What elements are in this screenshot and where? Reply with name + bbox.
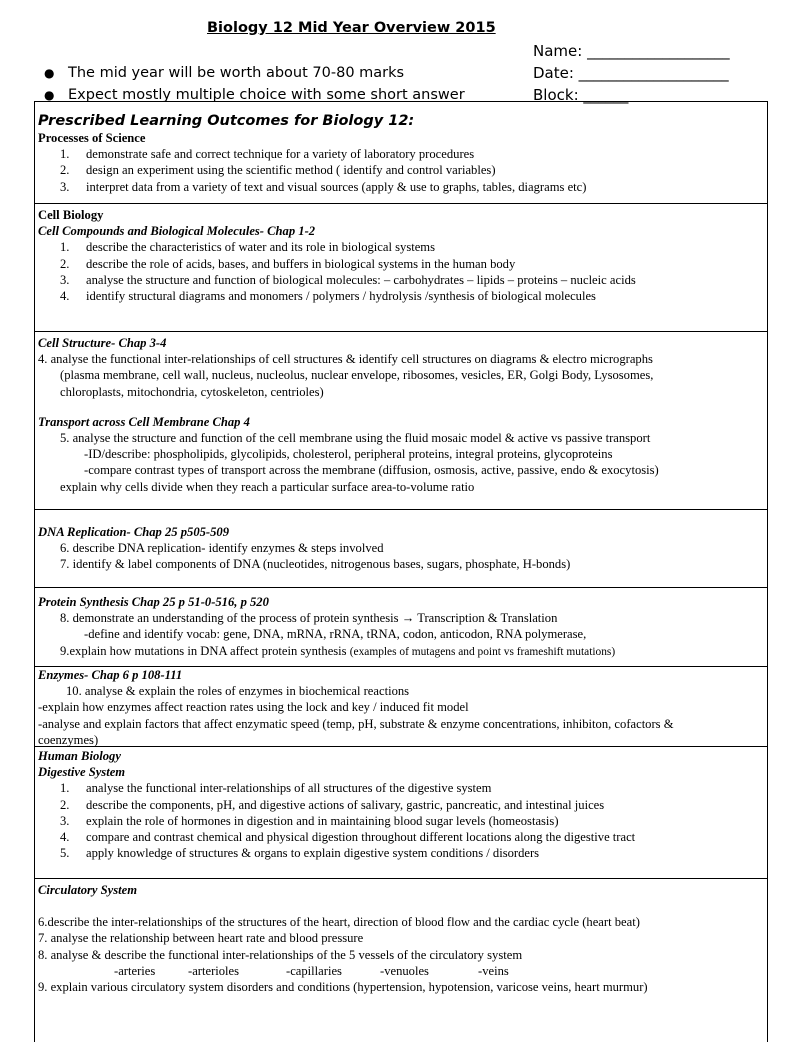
protein-section: [35, 588, 767, 667]
list-item: 2. describe the components, pH, and digestive actions of salivary, gastric, pancreatic, and intestinal juices: [60, 797, 605, 812]
outcome-line: coenzymes): [38, 732, 99, 747]
outcome-line: 8. analyse & describe the functional inter-relationships of the 5 vessels of the circulatory system: [38, 947, 523, 962]
list-item: 3. analyse the structure and function of biological molecules: – carbohydrates – lipids – proteins – nucleic acids: [60, 272, 636, 287]
section-heading: Enzymes- Chap 6 p 108-111: [38, 668, 183, 682]
section-subheading: Transport across Cell Membrane Chap 4: [38, 414, 250, 429]
enzymes-section: [35, 667, 767, 747]
human-biology-section: [35, 747, 767, 879]
dna-section: [35, 510, 767, 588]
vessel-list: [38, 963, 764, 979]
outcome-line: 8. demonstrate an understanding of the process of protein synthesis → Transcription & Translation: [60, 611, 558, 626]
section-heading: Cell Structure- Chap 3-4: [38, 336, 167, 350]
outcome-line: 9. explain various circulatory system disorders and conditions (hypertension, hypotension, varicose veins, heart murmur): [38, 980, 648, 995]
page-title: Biology 12 Mid Year Overview 2015: [207, 20, 496, 36]
section-subheading: Digestive System: [38, 765, 126, 780]
vessel-item: -venuoles: [380, 963, 429, 978]
list-item: 2. design an experiment using the scientific method ( identify and control variables): [60, 163, 496, 178]
plo-heading: Prescribed Learning Outcomes for Biology 12:: [38, 113, 415, 129]
bullet-icon: ●: [44, 88, 55, 102]
list-item: 4. compare and contrast chemical and physical digestion throughout different locations along the digestive tract: [60, 830, 636, 845]
outcomes-table: [34, 101, 768, 1042]
cell-biology-section: [35, 204, 767, 332]
outcome-line: -ID/describe: phospholipids, glycolipids, cholesterol, peripheral proteins, integral proteins, glycoproteins: [84, 447, 613, 462]
outcome-line: -compare contrast types of transport across the membrane (diffusion, osmosis, active, passive, endo & exocytosis): [84, 463, 659, 478]
bullet-icon: ●: [44, 66, 55, 80]
block-field[interactable]: Block: ______: [533, 86, 629, 104]
student-fields: [533, 40, 730, 106]
outcome-line: 7. identify & label components of DNA (nucleotides, nitrogenous bases, sugars, phosphate, H-bonds): [60, 557, 571, 572]
outcome-line: chloroplasts, mitochondria, cytoskeleton, centrioles): [60, 384, 324, 399]
intro-bullets: [44, 62, 465, 106]
vessel-item: -capillaries: [286, 963, 342, 978]
vessel-item: -arterioles: [188, 963, 240, 978]
bullet-item: ● Expect mostly multiple choice with some short answer: [44, 84, 465, 106]
list-item: 3. interpret data from a variety of text and visual sources (apply & use to graphs, tables, diagrams etc): [60, 179, 587, 194]
outcome-line: -explain how enzymes affect reaction rates using the lock and key / induced fit model: [38, 700, 469, 715]
list-item: 1. describe the characteristics of water and its role in biological systems: [60, 240, 436, 255]
list-item: 2. describe the role of acids, bases, and buffers in biological systems in the human body: [60, 256, 516, 271]
section-heading: Processes of Science: [38, 131, 146, 145]
section-heading: Protein Synthesis Chap 25 p 51-0-516, p 520: [38, 595, 269, 609]
outcome-line: 10. analyse & explain the roles of enzymes in biochemical reactions: [66, 684, 410, 699]
outcome-line: 6. describe DNA replication- identify enzymes & steps involved: [60, 541, 384, 556]
section-heading: DNA Replication- Chap 25 p505-509: [38, 525, 230, 539]
list-item: 5. apply knowledge of structures & organs to explain digestive system conditions / disorders: [60, 846, 540, 861]
outcome-line: 5. analyse the structure and function of the cell membrane using the fluid mosaic model & active vs passive transport: [60, 431, 651, 446]
list-item: 3. explain the role of hormones in digestion and in maintaining blood sugar levels (homeostasis): [60, 813, 559, 828]
list-item: 1. analyse the functional inter-relationships of all structures of the digestive system: [60, 781, 492, 796]
outcome-line: (plasma membrane, cell wall, nucleus, nucleolus, nuclear envelope, ribosomes, vesicles, ER, Golgi Body, Lysosomes,: [60, 368, 654, 383]
outcome-line: -define and identify vocab: gene, DNA, mRNA, rRNA, tRNA, codon, anticodon, RNA polymerase,: [84, 627, 587, 642]
outcome-line: explain why cells divide when they reach a particular surface area-to-volume ratio: [60, 479, 475, 494]
bullet-item: ● The mid year will be worth about 70-80 marks: [44, 62, 465, 84]
date-field[interactable]: Date: ____________________: [533, 64, 729, 82]
outcome-line: 4. analyse the functional inter-relationships of cell structures & identify cell structures on diagrams & electro micrographs: [38, 352, 653, 367]
section-heading: Human Biology: [38, 749, 121, 763]
list-item: 4. identify structural diagrams and monomers / polymers / hydrolysis /synthesis of biological molecules: [60, 289, 596, 304]
outcome-line: 9.explain how mutations in DNA affect protein synthesis (examples of mutagens and point vs frameshift mutations): [60, 643, 616, 658]
section-subheading: Cell Compounds and Biological Molecules- Chap 1-2: [38, 224, 316, 239]
vessel-item: -arteries: [114, 963, 156, 978]
outcome-line: 7. analyse the relationship between heart rate and blood pressure: [38, 931, 364, 946]
vessel-item: -veins: [478, 963, 509, 978]
outcome-line: -analyse and explain factors that affect enzymatic speed (temp, pH, substrate & enzyme concentrations, inhibiton, cofactors &: [38, 716, 674, 731]
list-item: 1. demonstrate safe and correct technique for a variety of laboratory procedures: [60, 147, 475, 162]
name-field[interactable]: Name: ___________________: [533, 42, 730, 60]
outcome-line: 6.describe the inter-relationships of the structures of the heart, direction of blood flow and the cardiac cycle (heart beat): [38, 915, 640, 930]
processes-section: [35, 102, 767, 204]
cell-structure-section: [35, 332, 767, 510]
section-heading: Circulatory System: [38, 883, 138, 897]
section-heading: Cell Biology: [38, 208, 104, 222]
